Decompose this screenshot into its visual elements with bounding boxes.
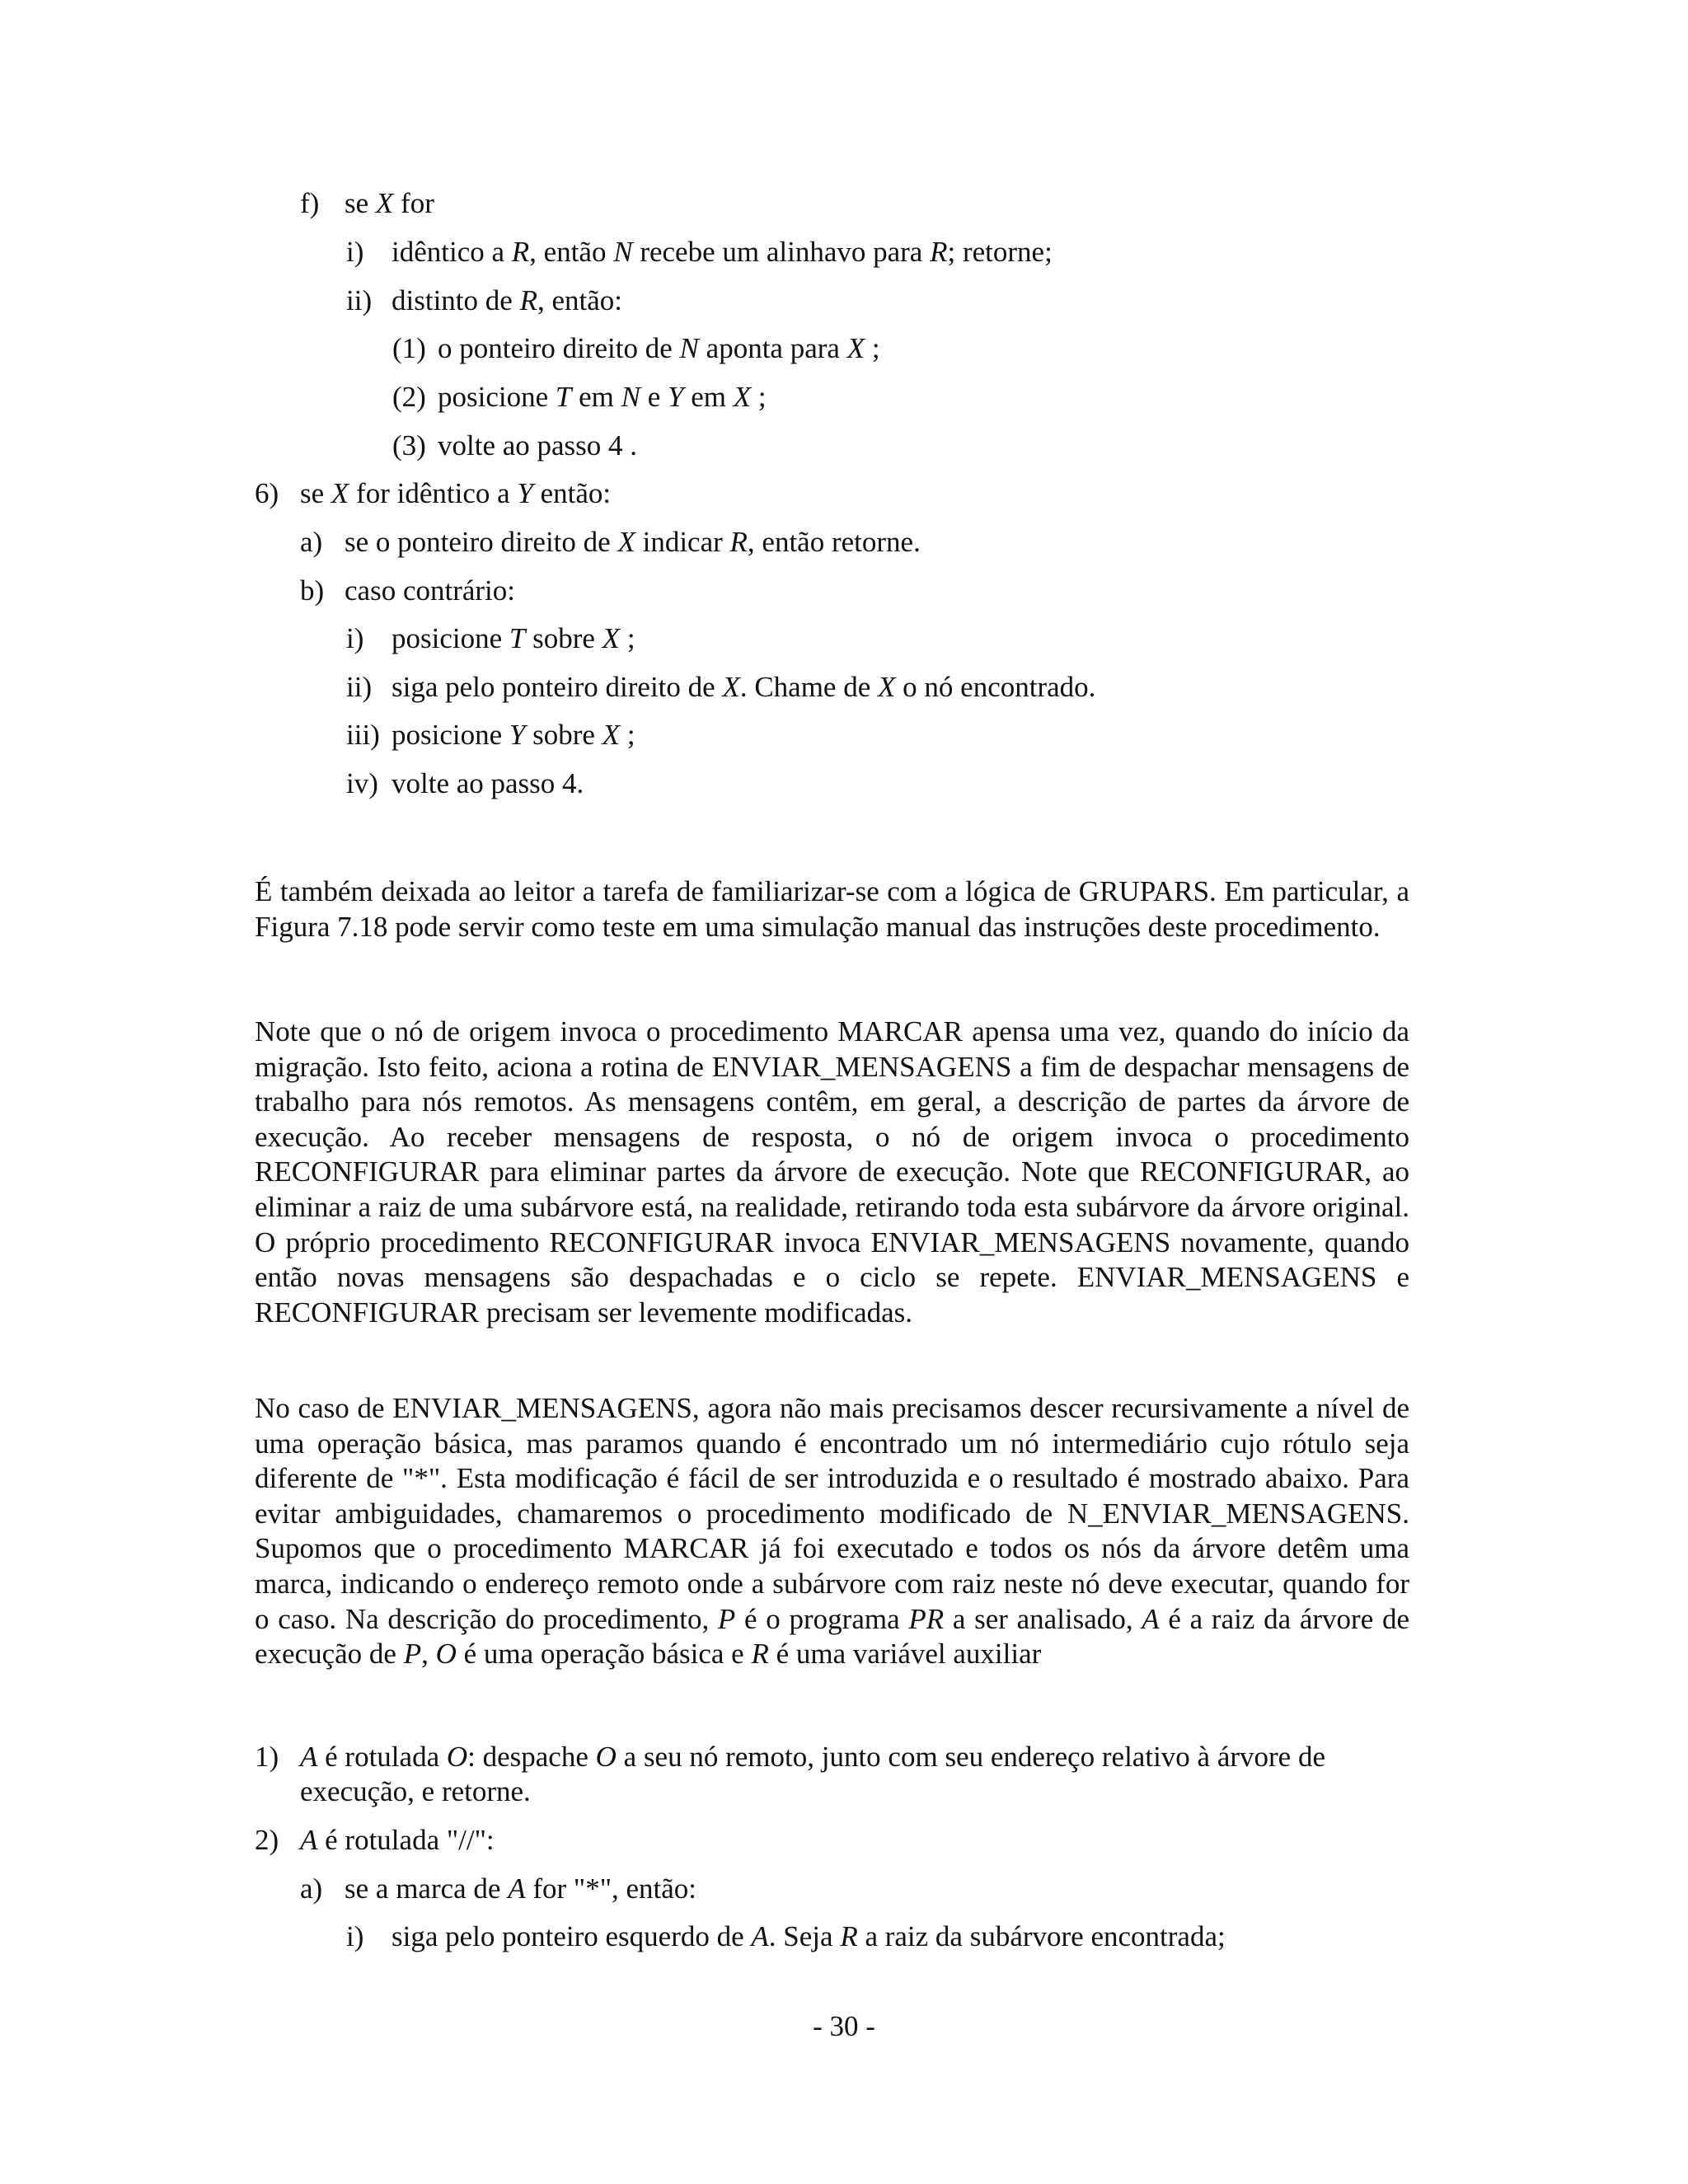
list-marker: a) <box>300 526 323 558</box>
list-marker: 6) <box>255 477 279 509</box>
page-number: - 30 - <box>813 2010 875 2042</box>
list-text: se X for idêntico a Y então: <box>300 477 612 509</box>
list-marker: iii) <box>346 719 380 751</box>
paragraph-text: Note que o nó de origem invoca o procedimento MARCAR apensa uma vez, quando do início da migração. Isto feito, aciona a rotina de ENVIAR_MENSAGENS a fim de despachar mensagens de trabalho para nós remotos. As mensagens contêm, em geral, a descrição de partes da árvore de execução. Ao receber mensagens de resposta, o nó de origem invoca o procedimento RECONFIGURAR para eliminar partes da árvore de execução. Note que RECONFIGURAR, ao eliminar a raiz de uma subárvore está, na realidade, retirando toda esta subárvore da árvore original. O próprio procedimento RECONFIGURAR invoca ENVIAR_MENSAGENS novamente, quando então novas mensagens são despachadas e o ciclo se repete. ENVIAR_MENSAGENS e RECONFIGURAR precisam ser levemente modificadas. <box>255 1015 1409 1329</box>
list-text: se o ponteiro direito de X indicar R, então retorne. <box>345 526 921 558</box>
list-text: o ponteiro direito de N aponta para X ; <box>438 332 880 364</box>
list-marker: a) <box>300 1872 323 1905</box>
list-text: se a marca de A for "*", então: <box>345 1872 697 1905</box>
list-text: caso contrário: <box>345 574 515 607</box>
list-text: siga pelo ponteiro direito de X. Chame de X o nó encontrado. <box>392 671 1096 703</box>
list-text: posicione Y sobre X ; <box>392 719 635 751</box>
list-text: volte ao passo 4. <box>392 767 584 799</box>
list-text: idêntico a R, então N recebe um alinhavo para R; retorne; <box>392 236 1053 268</box>
list-marker: (1) <box>392 332 426 364</box>
list-text: distinto de R, então: <box>392 284 622 316</box>
list-text: execução, e retorne. <box>300 1775 531 1807</box>
list-marker: ii) <box>346 284 373 316</box>
list-text: se X for <box>345 187 434 219</box>
list-text: siga pelo ponteiro esquerdo de A. Seja R a raiz da subárvore encontrada; <box>392 1920 1226 1952</box>
list-text: posicione T sobre X ; <box>392 622 635 654</box>
list-marker: 2) <box>255 1824 279 1856</box>
list-marker: iv) <box>346 767 378 799</box>
list-marker: i) <box>346 236 364 268</box>
paragraph-text: É também deixada ao leitor a tarefa de familiarizar-se com a lógica de GRUPARS. Em particular, a Figura 7.18 pode servir como teste em uma simulação manual das instruções deste procedimento. <box>255 875 1409 943</box>
list-marker: f) <box>300 187 320 219</box>
body-paragraph <box>255 1391 1409 1672</box>
list-marker: (2) <box>392 381 426 413</box>
list-marker: i) <box>346 622 364 654</box>
list-marker: ii) <box>346 671 373 703</box>
list-text: A é rotulada O: despache O a seu nó remoto, junto com seu endereço relativo à árvore de <box>300 1741 1325 1773</box>
list-marker: b) <box>300 574 325 607</box>
paragraph-text: No caso de ENVIAR_MENSAGENS, agora não mais precisamos descer recursivamente a nível de uma operação básica, mas paramos quando é encontrado um nó intermediário cujo rótulo seja diferente de "*". Esta modificação é fácil de ser introduzida e o resultado é mostrado abaixo. Para evitar ambiguidades, chamaremos o procedimento modificado de N_ENVIAR_MENSAGENS. Supomos que o procedimento MARCAR já foi executado e todos os nós da árvore detêm uma marca, indicando o endereço remoto onde a subárvore com raiz neste nó deve executar, quando for o caso. Na descrição do procedimento, P é o programa PR a ser analisado, A é a raiz da árvore de execução de P, O é uma operação básica e R é uma variável auxiliar <box>255 1392 1410 1671</box>
list-text: volte ao passo 4 . <box>438 429 638 462</box>
list-marker: 1) <box>255 1741 279 1773</box>
list-marker: (3) <box>392 429 426 462</box>
list-marker: i) <box>346 1920 364 1952</box>
body-paragraph <box>255 874 1409 944</box>
list-text: A é rotulada "//": <box>300 1824 495 1856</box>
list-text: posicione T em N e Y em X ; <box>438 381 767 413</box>
body-paragraph <box>255 1015 1409 1330</box>
